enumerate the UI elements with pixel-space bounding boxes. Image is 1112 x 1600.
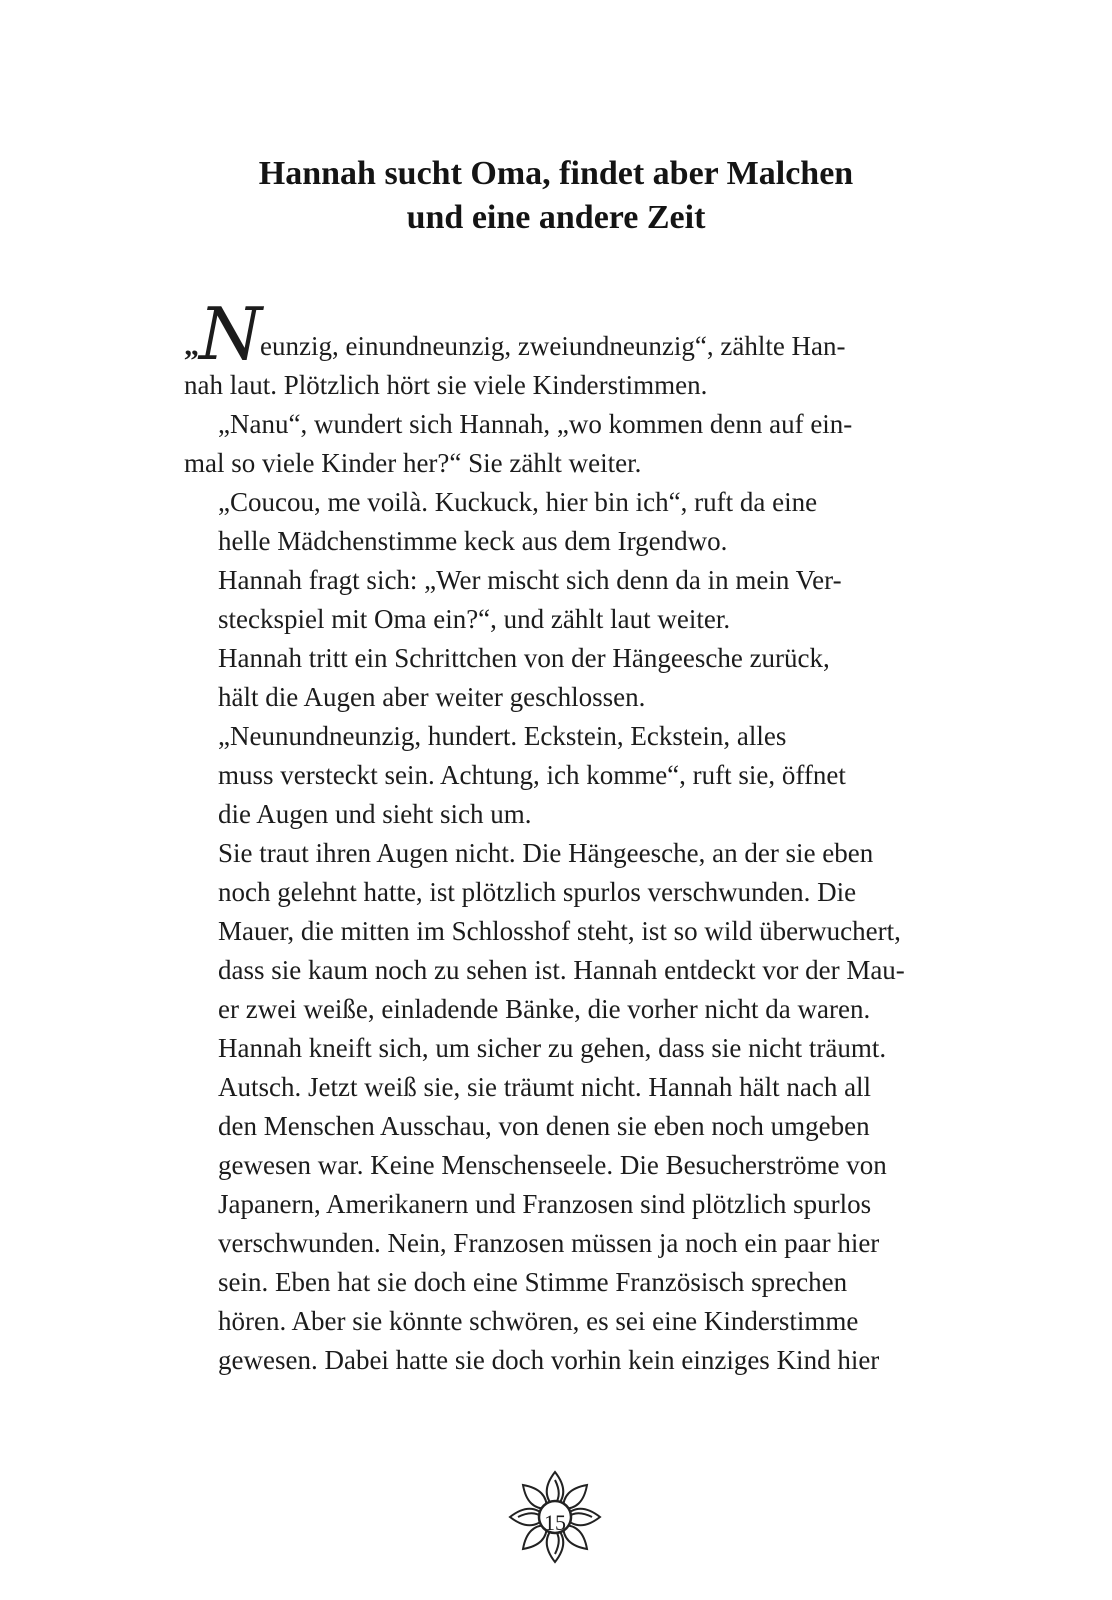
paragraph-7-line-5: er zwei weiße, einladende Bänke, die vorher nicht da waren. <box>218 994 871 1024</box>
paragraph-1-line-1 <box>184 292 946 376</box>
page-number: 15 <box>544 1510 566 1535</box>
paragraph-7-line-6: Hannah kneift sich, um sicher zu gehen, dass sie nicht träumt. <box>218 1033 887 1063</box>
paragraph-4-line-2: steckspiel mit Oma ein?“, und zählt laut weiter. <box>218 604 731 634</box>
paragraph-7-line-14: gewesen. Dabei hatte sie doch vorhin kein einziges Kind hier <box>218 1345 880 1375</box>
opening-quote: „ <box>184 329 199 362</box>
paragraph-3-line-1: „Coucou, me voilà. Kuckuck, hier bin ich“, ruft da eine <box>218 487 818 517</box>
paragraph-7-line-13: hören. Aber sie könnte schwören, es sei eine Kinderstimme <box>218 1306 859 1336</box>
paragraph-6-line-2: muss versteckt sein. Achtung, ich komme“, ruft sie, öffnet <box>218 760 846 790</box>
chapter-title-line-1: Hannah sucht Oma, findet aber Malchen <box>258 155 854 192</box>
paragraph-7 <box>184 834 946 1380</box>
paragraph-3-line-2: helle Mädchenstimme keck aus dem Irgendwo. <box>218 526 728 556</box>
paragraph-4-line-1: Hannah fragt sich: „Wer mischt sich denn da in mein Ver- <box>218 565 842 595</box>
paragraph-6-line-3: die Augen und sieht sich um. <box>218 799 532 829</box>
paragraph-3 <box>184 483 946 561</box>
page-footer <box>500 1462 610 1572</box>
paragraph-6-line-1: „Neunundneunzig, hundert. Eckstein, Eckstein, alles <box>218 721 787 751</box>
chapter-title-line-2: und eine andere Zeit <box>406 199 706 236</box>
paragraph-5-line-1: Hannah tritt ein Schrittchen von der Hängeesche zurück, <box>218 643 830 673</box>
paragraph-5-line-2: hält die Augen aber weiter geschlossen. <box>218 682 646 712</box>
paragraph-6 <box>184 717 946 834</box>
paragraph-7-line-1: Sie traut ihren Augen nicht. Die Hängeesche, an der sie eben <box>218 838 874 868</box>
paragraph-7-line-11: verschwunden. Nein, Franzosen müssen ja noch ein paar hier <box>218 1228 880 1258</box>
paragraph-7-line-4: dass sie kaum noch zu sehen ist. Hannah entdeckt vor der Mau- <box>218 955 905 985</box>
paragraph-5 <box>184 639 946 717</box>
paragraph-7-line-2: noch gelehnt hatte, ist plötzlich spurlos verschwunden. Die <box>218 877 857 907</box>
chapter-title <box>150 152 962 240</box>
drop-cap: N <box>199 292 260 376</box>
paragraph-2 <box>184 405 946 483</box>
paragraph-7-line-7: Autsch. Jetzt weiß sie, sie träumt nicht. Hannah hält nach all <box>218 1072 872 1102</box>
paragraph-1-line-2: nah laut. Plötzlich hört sie viele Kinderstimmen. <box>184 370 708 400</box>
paragraph-4 <box>184 561 946 639</box>
paragraph-2-line-1: „Nanu“, wundert sich Hannah, „wo kommen denn auf ein- <box>218 409 853 439</box>
paragraph-1 <box>184 292 946 405</box>
paragraph-2-line-2: mal so viele Kinder her?“ Sie zählt weiter. <box>184 448 642 478</box>
paragraph-7-line-8: den Menschen Ausschau, von denen sie eben noch umgeben <box>218 1111 870 1141</box>
paragraph-7-line-9: gewesen war. Keine Menschenseele. Die Besucherströme von <box>218 1150 887 1180</box>
chapter-body <box>184 292 946 1380</box>
paragraph-7-line-3: Mauer, die mitten im Schlosshof steht, ist so wild überwuchert, <box>218 916 901 946</box>
paragraph-7-line-12: sein. Eben hat sie doch eine Stimme Französisch sprechen <box>218 1267 848 1297</box>
paragraph-7-line-10: Japanern, Amerikanern und Franzosen sind plötzlich spurlos <box>218 1189 872 1219</box>
paragraph-text: eunzig, einundneunzig, zweiundneunzig“, zählte Han- <box>260 331 846 361</box>
